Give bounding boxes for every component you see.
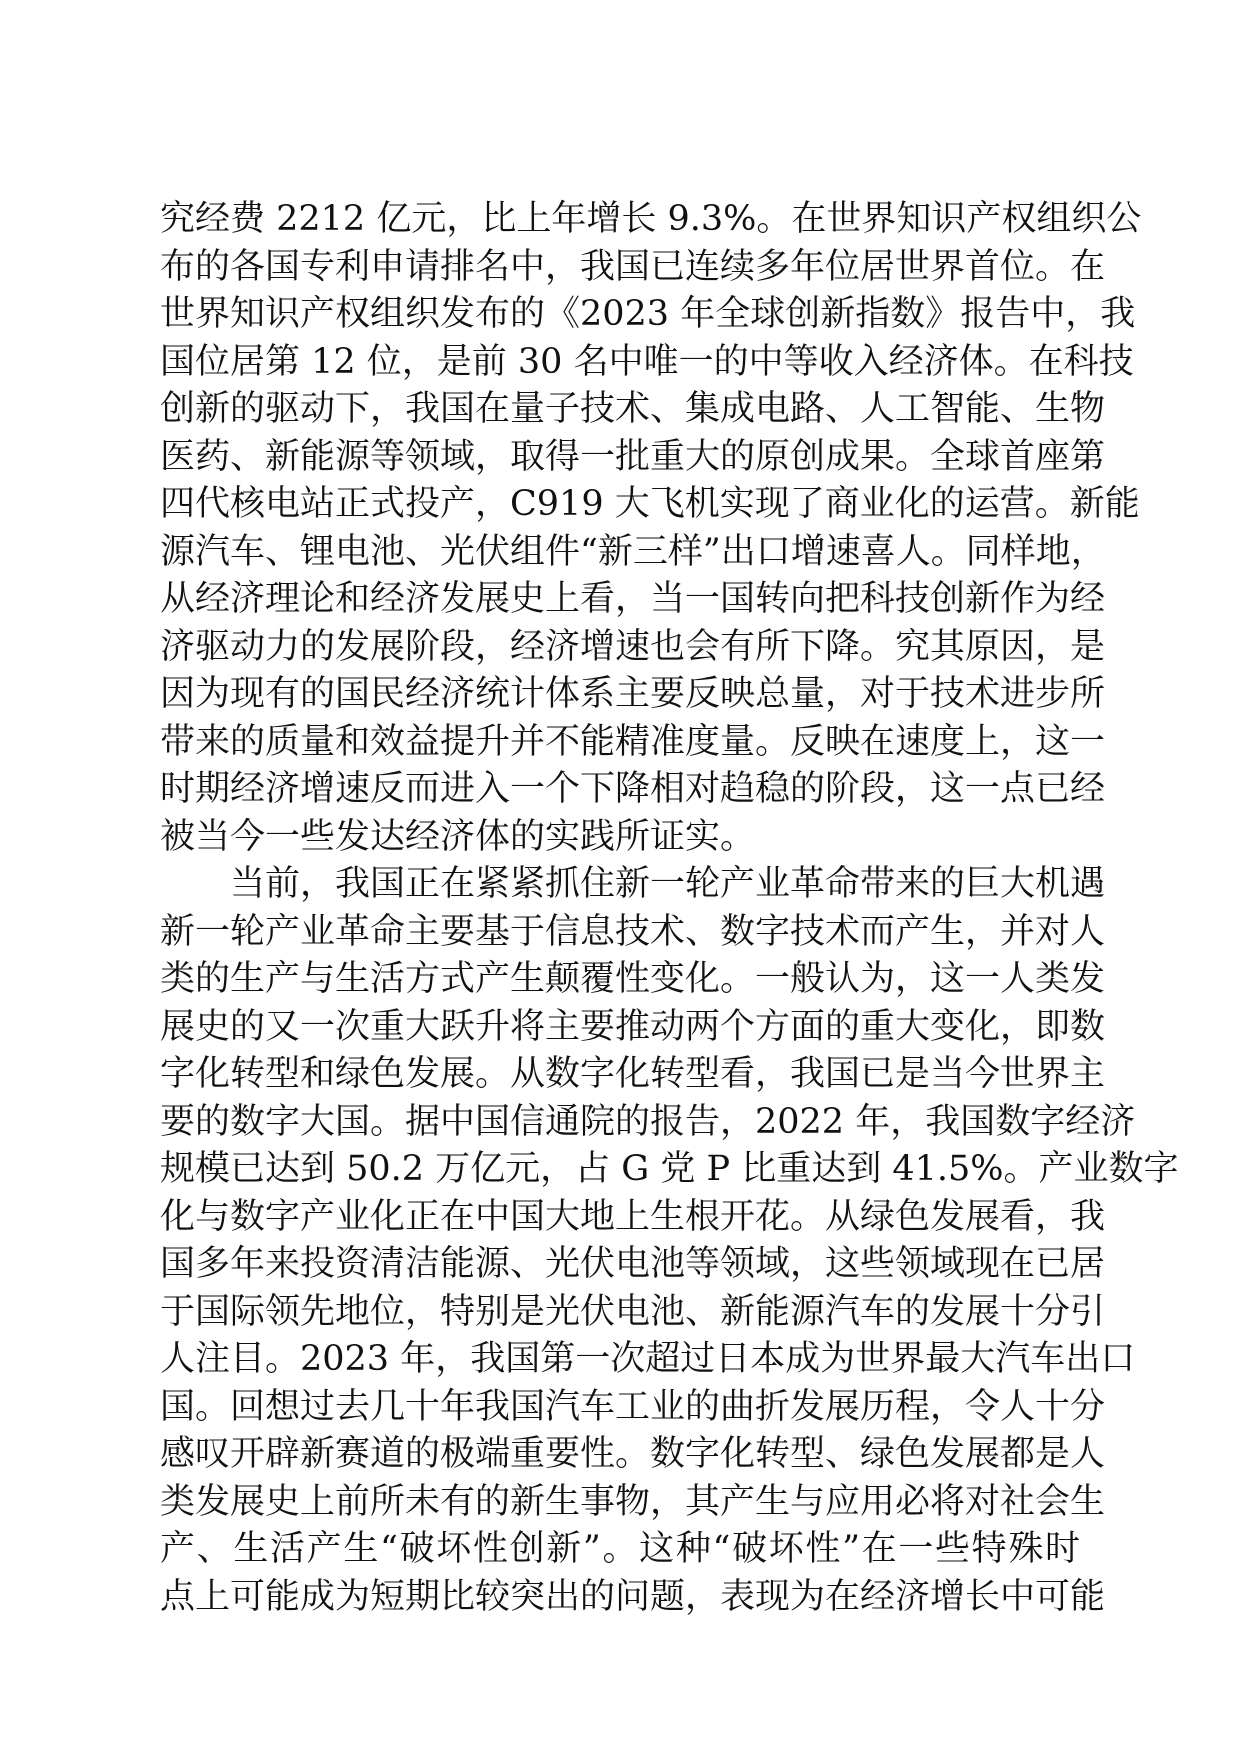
text-line: 化与数字产业化正在中国大地上生根开花。从绿色发展看，我 (160, 1196, 1106, 1237)
text-line: 国位居第 12 位，是前 30 名中唯一的中等收入经济体。在科技 (160, 341, 1134, 382)
text-line: 于国际领先地位，特别是光伏电池、新能源汽车的发展十分引 (160, 1291, 1106, 1332)
text-line: 感叹开辟新赛道的极端重要性。数字化转型、绿色发展都是人 (160, 1434, 1106, 1474)
text-line: 点上可能成为短期比较突出的问题，表现为在经济增长中可能 (160, 1576, 1106, 1617)
text-line: 产、生活产生“破坏性创新”。这种“破坏性”在一些特殊时 (160, 1529, 1080, 1569)
text-line: 创新的驱动下，我国在量子技术、集成电路、人工智能、生物 (160, 389, 1106, 429)
text-line: 源汽车、锂电池、光伏组件“新三样”出口增速喜人。同样地， (160, 531, 1106, 572)
text-line: 要的数字大国。据中国信通院的报告，2022 年，我国数字经济 (160, 1101, 1136, 1142)
paragraph-1 (160, 196, 1142, 861)
text-line: 规模已达到 50.2 万亿元，占 G 党 P 比重达到 41.5%。产业数字 (160, 1149, 1179, 1189)
text-line: 类发展史上前所未有的新生事物，其产生与应用必将对社会生 (160, 1481, 1106, 1522)
text-line: 字化转型和绿色发展。从数字化转型看，我国已是当今世界主 (160, 1054, 1106, 1094)
text-line: 布的各国专利申请排名中，我国已连续多年位居世界首位。在 (160, 246, 1106, 287)
body-text (160, 196, 1179, 1621)
text-line: 国。回想过去几十年我国汽车工业的曲折发展历程，令人十分 (160, 1386, 1106, 1427)
text-line: 国多年来投资清洁能源、光伏电池等领域，这些领域现在已居 (160, 1244, 1106, 1284)
text-line: 时期经济增速反而进入一个下降相对趋稳的阶段，这一点已经 (160, 769, 1106, 809)
text-line: 世界知识产权组织发布的《2023 年全球创新指数》报告中，我 (160, 294, 1136, 334)
text-line: 类的生产与生活方式产生颠覆性变化。一般认为，这一人类发 (160, 959, 1106, 999)
text-line: 带来的质量和效益提升并不能精准度量。反映在速度上，这一 (160, 721, 1106, 762)
paragraph-2 (160, 861, 1179, 1621)
text-line: 因为现有的国民经济统计体系主要反映总量，对于技术进步所 (160, 674, 1106, 714)
text-line: 人注目。2023 年，我国第一次超过日本成为世界最大汽车出口 (160, 1339, 1136, 1379)
text-line: 医药、新能源等领域，取得一批重大的原创成果。全球首座第 (160, 436, 1106, 477)
text-line: 当前，我国正在紧紧抓住新一轮产业革命带来的巨大机遇 (160, 864, 1106, 904)
text-line: 展史的又一次重大跃升将主要推动两个方面的重大变化，即数 (160, 1006, 1106, 1047)
text-line: 济驱动力的发展阶段，经济增速也会有所下降。究其原因，是 (160, 626, 1106, 667)
text-line: 新一轮产业革命主要基于信息技术、数字技术而产生，并对人 (160, 911, 1106, 952)
text-line: 究经费 2212 亿元，比上年增长 9.3%。在世界知识产权组织公 (160, 199, 1142, 239)
text-line: 从经济理论和经济发展史上看，当一国转向把科技创新作为经 (160, 579, 1106, 619)
text-line: 四代核电站正式投产，C919 大飞机实现了商业化的运营。新能 (160, 484, 1140, 524)
text-line: 被当今一些发达经济体的实践所证实。 (160, 816, 756, 857)
